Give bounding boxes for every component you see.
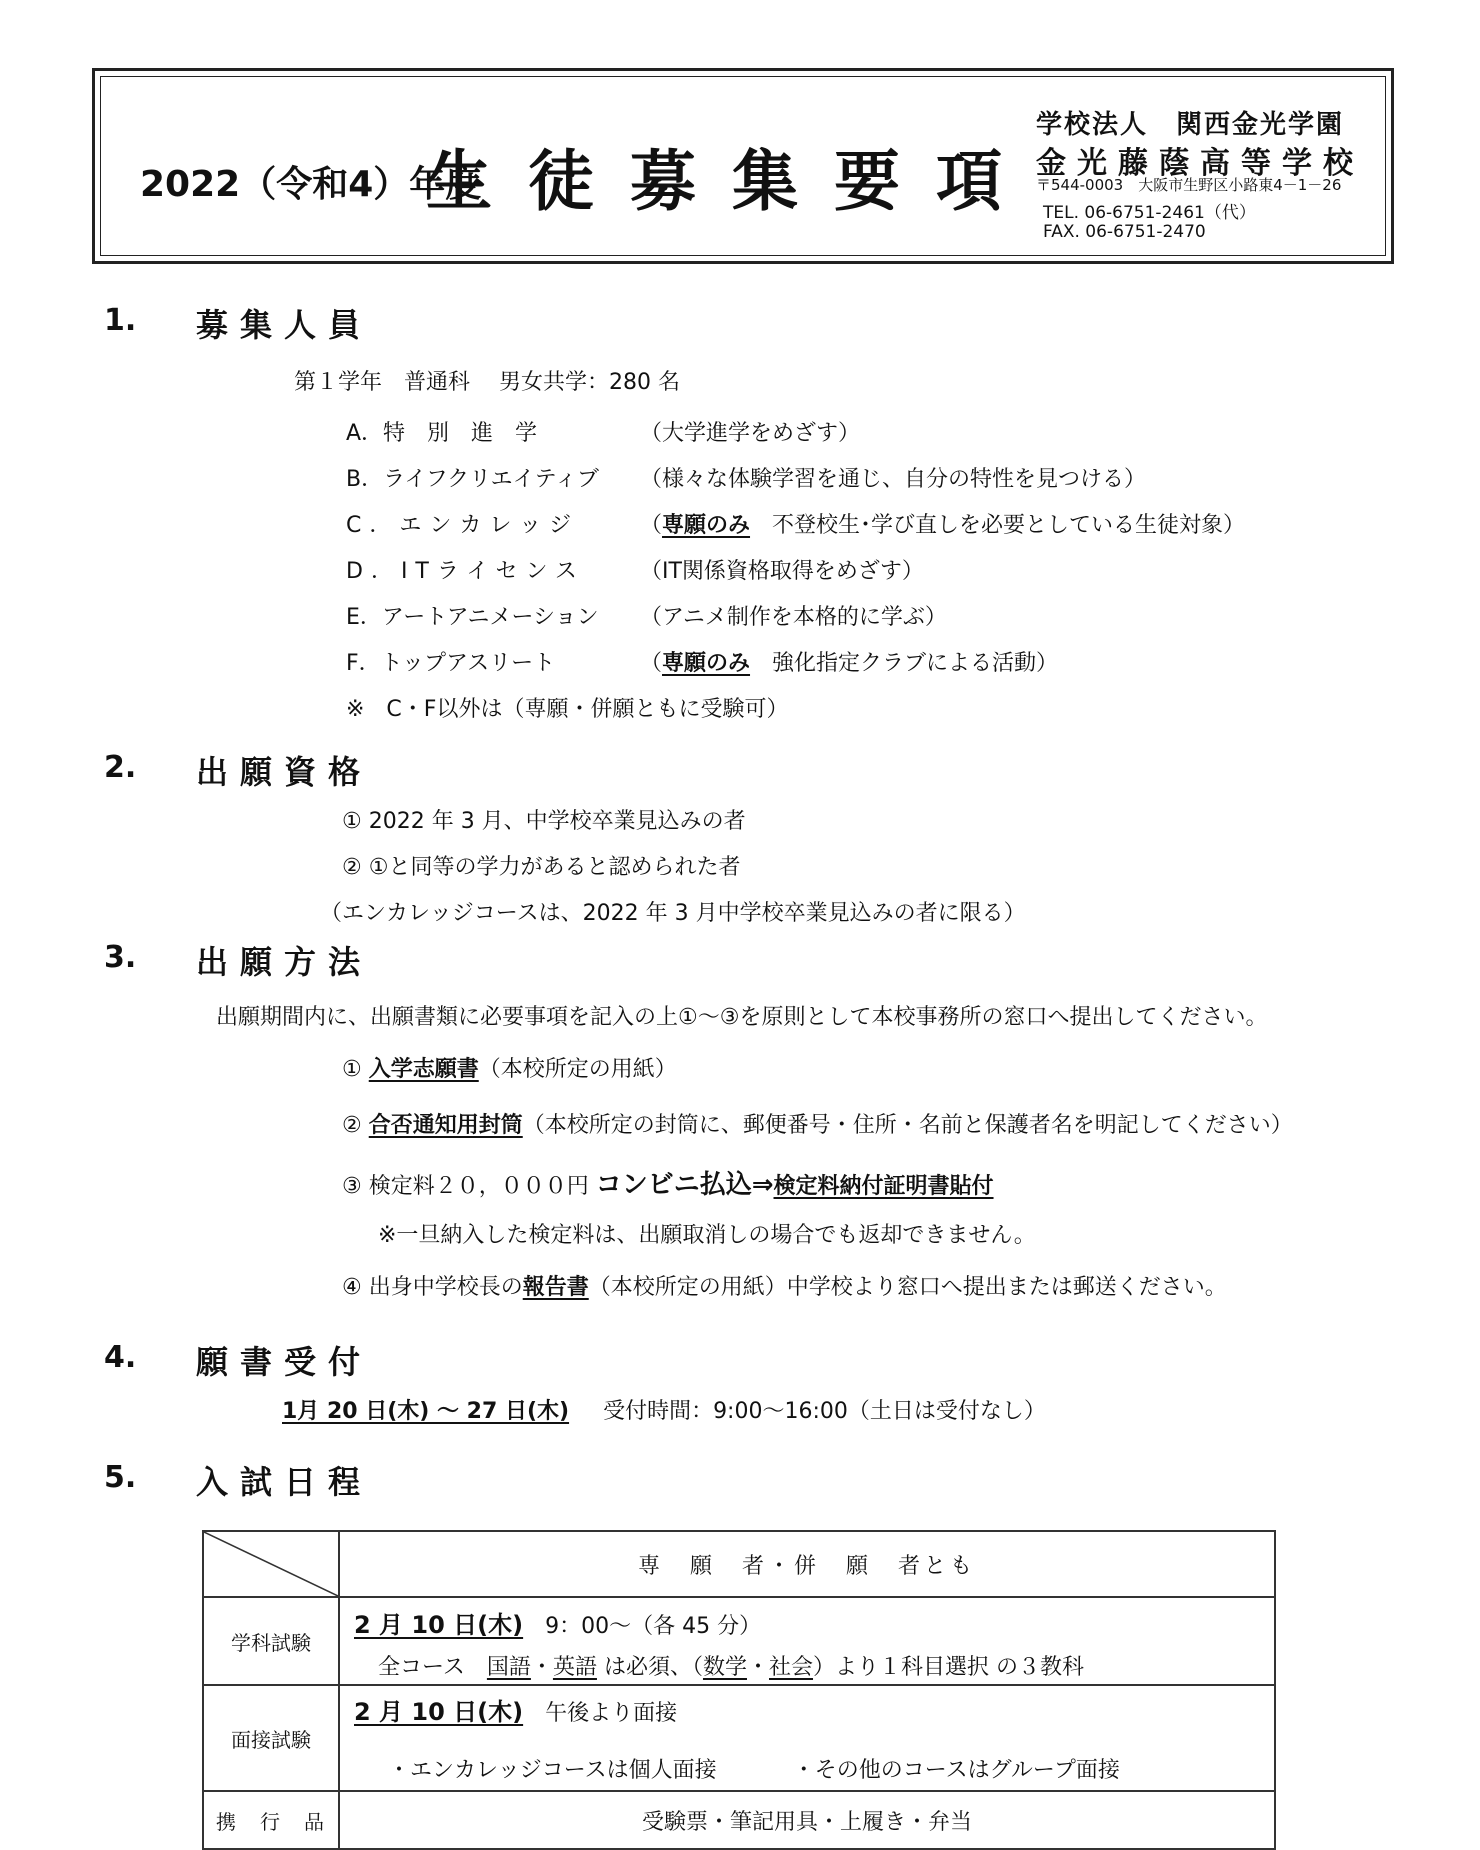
course-desc: （専願のみ 強化指定クラブによる活動） xyxy=(640,651,1059,676)
belongings-value: 受験票・筆記用具・上履き・弁当 xyxy=(339,1791,1275,1849)
school-name: 金光藤蔭高等学校 xyxy=(1036,146,1364,181)
exam-time: 9：00～（各 45 分） xyxy=(545,1614,762,1639)
course-desc: （アニメ制作を本格的に学ぶ） xyxy=(640,605,947,630)
course-name: D．ITライセンス xyxy=(346,559,585,584)
course-desc: （IT関係資格取得をめざす） xyxy=(640,559,924,584)
section-title: 募集人員 xyxy=(196,306,373,344)
course-name: C．エンカレッジ xyxy=(346,513,580,538)
application-form-label: 入学志願書 xyxy=(368,1057,479,1082)
course-name: A．特 別 進 学 xyxy=(346,421,538,446)
reception-hours: 受付時間：9:00～16:00（土日は受付なし） xyxy=(603,1399,1046,1424)
row-label: 携 行 品 xyxy=(203,1791,339,1849)
method-item: ④ 出身中学校長の報告書（本校所定の用紙）中学校より窓口へ提出または郵送ください。 xyxy=(342,1275,1227,1300)
table-corner-cell xyxy=(203,1531,339,1597)
result-envelope-label: 合否通知用封筒 xyxy=(368,1113,523,1138)
section-title: 出願資格 xyxy=(196,753,373,791)
method-intro: 出願期間内に、出願書類に必要事項を記入の上①～③を原則として本校事務所の窓口へ提出してください。 xyxy=(216,1005,1268,1030)
subject-detail: 全コース 国語・英語 は必須、（数学・社会）より１科目選択 の３教科 xyxy=(378,1655,1085,1680)
section-title: 出願方法 xyxy=(196,943,373,981)
section-title: 入試日程 xyxy=(196,1463,373,1501)
course-note: ※ C・F以外は（専願・併願ともに受験可） xyxy=(346,697,789,722)
row-label: 面接試験 xyxy=(203,1685,339,1791)
school-address: 〒544-0003 大阪市生野区小路東4－1－26 xyxy=(1036,176,1342,194)
interview-date: 2 月 10 日(木) xyxy=(354,1698,524,1726)
school-fax: FAX. 06-6751-2470 xyxy=(1043,222,1206,242)
section-title: 願書受付 xyxy=(196,1343,373,1381)
method-item: ② 合否通知用封筒（本校所定の封筒に、郵便番号・住所・名前と保護者名を明記してください） xyxy=(342,1113,1293,1138)
recruit-summary: 第１学年 普通科 男女共学：280 名 xyxy=(294,370,680,395)
exam-schedule-table xyxy=(202,1530,1276,1850)
method-item: ③ 検定料２０，０００円 コンビニ払込⇒検定料納付証明書貼付 xyxy=(342,1170,994,1200)
fee-note: ※一旦納入した検定料は、出願取消しの場合でも返却できません。 xyxy=(378,1223,1036,1248)
section-number: 1. xyxy=(104,303,137,338)
exam-date: 2 月 10 日(木) xyxy=(354,1611,524,1639)
reception-period: 1月 20 日(木) ～ 27 日(木) xyxy=(282,1399,570,1424)
course-name: B．ライフクリエイティブ xyxy=(346,467,599,492)
report-label: 報告書 xyxy=(522,1275,589,1300)
section-number: 4. xyxy=(104,1340,137,1375)
interview-time: 午後より面接 xyxy=(545,1701,678,1726)
reception-info xyxy=(282,1394,1046,1425)
course-name: E．アートアニメーション xyxy=(346,605,599,630)
eligibility-item: ① 2022 年 3 月、中学校卒業見込みの者 xyxy=(342,809,746,834)
course-desc: （専願のみ 不登校生･学び直しを必要としている生徒対象） xyxy=(640,513,1246,538)
table-header: 専 願 者・併 願 者とも xyxy=(339,1531,1275,1597)
senngan-only-label: 専願のみ xyxy=(662,651,751,676)
senngan-only-label: 専願のみ xyxy=(662,513,751,538)
diagonal-line xyxy=(204,1532,338,1596)
section-number: 5. xyxy=(104,1460,137,1495)
subject-exam-cell xyxy=(339,1597,1275,1685)
interview-notes: ・エンカレッジコースは個人面接 ・その他のコースはグループ面接 xyxy=(388,1758,1120,1783)
course-desc: （大学進学をめざす） xyxy=(640,421,861,446)
course-name: F．トップアスリート xyxy=(346,651,556,676)
page-title: 生徒募集要項 xyxy=(426,143,1038,220)
section-number: 3. xyxy=(104,940,137,975)
method-item: ① 入学志願書（本校所定の用紙） xyxy=(342,1057,677,1082)
row-label: 学科試験 xyxy=(203,1597,339,1685)
school-tel: TEL. 06-6751-2461（代） xyxy=(1043,203,1256,223)
eligibility-note: （エンカレッジコースは、2022 年 3 月中学校卒業見込みの者に限る） xyxy=(320,901,1026,926)
course-desc: （様々な体験学習を通じ、自分の特性を見つける） xyxy=(640,467,1147,492)
section-number: 2. xyxy=(104,750,137,785)
fee-certificate-label: 検定料納付証明書貼付 xyxy=(773,1174,994,1199)
eligibility-item: ② ①と同等の学力があると認められた者 xyxy=(342,855,741,880)
school-corporation: 学校法人 関西金光学園 xyxy=(1036,110,1345,140)
interview-cell xyxy=(339,1685,1275,1791)
fiscal-year-label: 2022（令和4）年度 xyxy=(140,164,482,205)
